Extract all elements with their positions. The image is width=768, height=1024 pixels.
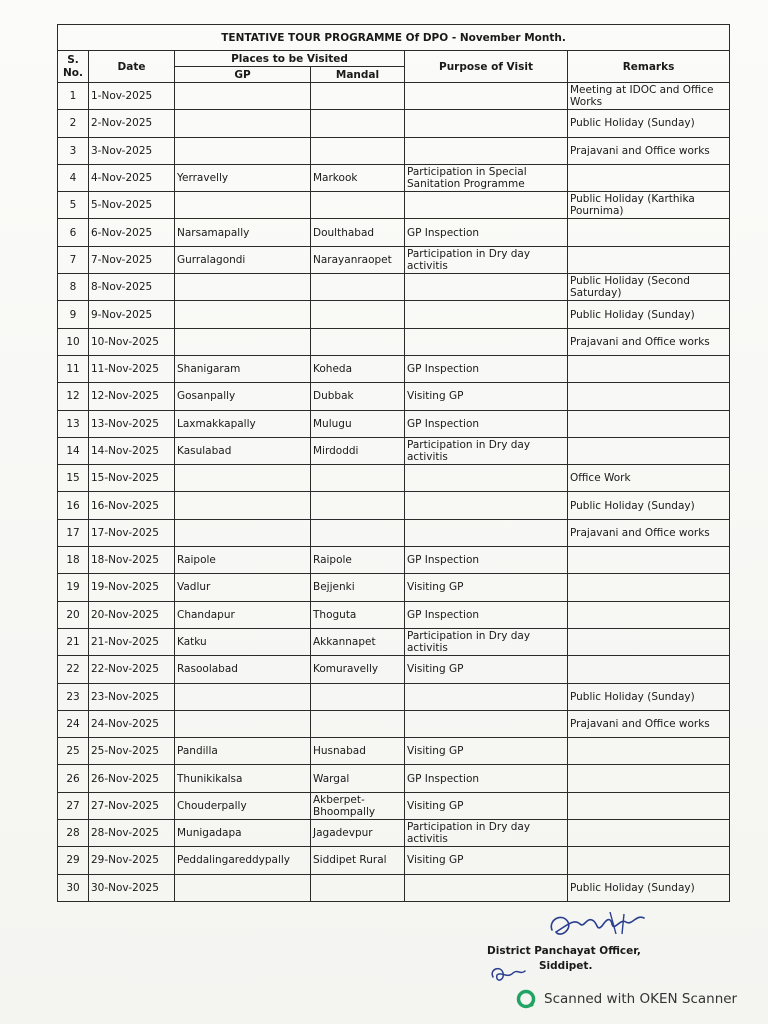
- header-sno: S. No.: [58, 51, 89, 83]
- cell-purpose: Visiting GP: [405, 792, 568, 819]
- cell-mandal: Wargal: [311, 765, 405, 792]
- cell-purpose: [405, 710, 568, 737]
- cell-remarks: Public Holiday (Sunday): [568, 874, 730, 901]
- cell-mandal: Thoguta: [311, 601, 405, 628]
- cell-mandal: Siddipet Rural: [311, 847, 405, 874]
- cell-sno: 6: [58, 219, 89, 246]
- cell-sno: 19: [58, 574, 89, 601]
- cell-purpose: GP Inspection: [405, 601, 568, 628]
- cell-sno: 30: [58, 874, 89, 901]
- cell-purpose: [405, 492, 568, 519]
- cell-sno: 12: [58, 383, 89, 410]
- cell-gp: Rasoolabad: [175, 656, 311, 683]
- cell-gp: [175, 519, 311, 546]
- table-row: [58, 355, 730, 382]
- cell-purpose: Visiting GP: [405, 847, 568, 874]
- table-row: [58, 274, 730, 301]
- cell-remarks: [568, 246, 730, 273]
- cell-date: 26-Nov-2025: [89, 765, 175, 792]
- cell-gp: [175, 683, 311, 710]
- cell-date: 8-Nov-2025: [89, 274, 175, 301]
- cell-date: 10-Nov-2025: [89, 328, 175, 355]
- header-purpose: Purpose of Visit: [405, 51, 568, 83]
- cell-sno: 14: [58, 437, 89, 464]
- cell-mandal: Akberpet-Bhoompally: [311, 792, 405, 819]
- table-row: [58, 219, 730, 246]
- cell-date: 3-Nov-2025: [89, 137, 175, 164]
- cell-purpose: Participation in Dry day activitis: [405, 246, 568, 273]
- cell-sno: 1: [58, 83, 89, 110]
- cell-remarks: [568, 792, 730, 819]
- cell-mandal: [311, 110, 405, 137]
- cell-purpose: Participation in Special Sanitation Programme: [405, 164, 568, 191]
- cell-sno: 18: [58, 547, 89, 574]
- table-row: [58, 137, 730, 164]
- cell-sno: 25: [58, 738, 89, 765]
- cell-date: 23-Nov-2025: [89, 683, 175, 710]
- cell-mandal: Dubbak: [311, 383, 405, 410]
- cell-gp: [175, 110, 311, 137]
- cell-date: 16-Nov-2025: [89, 492, 175, 519]
- header-places: Places to be Visited: [175, 51, 405, 67]
- cell-remarks: [568, 219, 730, 246]
- cell-mandal: [311, 274, 405, 301]
- cell-sno: 13: [58, 410, 89, 437]
- cell-mandal: Mirdoddi: [311, 437, 405, 464]
- cell-purpose: Visiting GP: [405, 738, 568, 765]
- cell-gp: [175, 465, 311, 492]
- cell-gp: Thunikikalsa: [175, 765, 311, 792]
- cell-sno: 22: [58, 656, 89, 683]
- cell-remarks: Prajavani and Office works: [568, 519, 730, 546]
- cell-gp: Munigadapa: [175, 820, 311, 847]
- cell-remarks: Prajavani and Office works: [568, 328, 730, 355]
- table-row: [58, 83, 730, 110]
- cell-purpose: GP Inspection: [405, 355, 568, 382]
- cell-date: 18-Nov-2025: [89, 547, 175, 574]
- cell-remarks: Public Holiday (Sunday): [568, 683, 730, 710]
- header-date: Date: [89, 51, 175, 83]
- cell-date: 15-Nov-2025: [89, 465, 175, 492]
- cell-sno: 11: [58, 355, 89, 382]
- cell-date: 9-Nov-2025: [89, 301, 175, 328]
- cell-purpose: [405, 274, 568, 301]
- cell-gp: Laxmakkapally: [175, 410, 311, 437]
- cell-sno: 8: [58, 274, 89, 301]
- cell-date: 30-Nov-2025: [89, 874, 175, 901]
- cell-mandal: [311, 328, 405, 355]
- cell-sno: 5: [58, 192, 89, 219]
- cell-date: 29-Nov-2025: [89, 847, 175, 874]
- table-row: [58, 328, 730, 355]
- table-row: [58, 465, 730, 492]
- cell-remarks: Meeting at IDOC and Office Works: [568, 83, 730, 110]
- cell-gp: [175, 301, 311, 328]
- cell-mandal: Koheda: [311, 355, 405, 382]
- cell-remarks: [568, 847, 730, 874]
- table-row: [58, 383, 730, 410]
- cell-date: 6-Nov-2025: [89, 219, 175, 246]
- cell-mandal: Raipole: [311, 547, 405, 574]
- cell-purpose: [405, 301, 568, 328]
- cell-date: 21-Nov-2025: [89, 628, 175, 655]
- cell-sno: 21: [58, 628, 89, 655]
- cell-sno: 20: [58, 601, 89, 628]
- cell-mandal: [311, 301, 405, 328]
- header-gp: GP: [175, 67, 311, 83]
- table-row: [58, 192, 730, 219]
- cell-remarks: [568, 410, 730, 437]
- table-row: [58, 246, 730, 273]
- table-row: [58, 410, 730, 437]
- cell-date: 11-Nov-2025: [89, 355, 175, 382]
- cell-mandal: [311, 465, 405, 492]
- cell-remarks: [568, 355, 730, 382]
- cell-date: 22-Nov-2025: [89, 656, 175, 683]
- cell-date: 28-Nov-2025: [89, 820, 175, 847]
- cell-purpose: Participation in Dry day activitis: [405, 628, 568, 655]
- cell-mandal: Komuravelly: [311, 656, 405, 683]
- table-row: [58, 628, 730, 655]
- table-row: [58, 874, 730, 901]
- handwritten-signature: [540, 904, 660, 946]
- cell-mandal: Akkannapet: [311, 628, 405, 655]
- cell-mandal: [311, 874, 405, 901]
- cell-date: 13-Nov-2025: [89, 410, 175, 437]
- cell-purpose: Visiting GP: [405, 383, 568, 410]
- cell-purpose: GP Inspection: [405, 547, 568, 574]
- cell-gp: Peddalingareddypally: [175, 847, 311, 874]
- cell-purpose: Visiting GP: [405, 574, 568, 601]
- cell-gp: Pandilla: [175, 738, 311, 765]
- table-row: [58, 437, 730, 464]
- cell-purpose: GP Inspection: [405, 765, 568, 792]
- scanner-logo-icon: [516, 989, 536, 1009]
- cell-mandal: [311, 192, 405, 219]
- cell-purpose: [405, 874, 568, 901]
- cell-sno: 23: [58, 683, 89, 710]
- cell-mandal: [311, 83, 405, 110]
- cell-date: 5-Nov-2025: [89, 192, 175, 219]
- cell-sno: 27: [58, 792, 89, 819]
- cell-remarks: [568, 383, 730, 410]
- cell-purpose: Participation in Dry day activitis: [405, 437, 568, 464]
- cell-remarks: [568, 601, 730, 628]
- cell-date: 1-Nov-2025: [89, 83, 175, 110]
- cell-sno: 9: [58, 301, 89, 328]
- cell-gp: Yerravelly: [175, 164, 311, 191]
- cell-mandal: Bejjenki: [311, 574, 405, 601]
- cell-mandal: [311, 492, 405, 519]
- cell-purpose: [405, 683, 568, 710]
- cell-date: 20-Nov-2025: [89, 601, 175, 628]
- cell-gp: [175, 874, 311, 901]
- tour-table-body: [58, 83, 730, 902]
- table-row: [58, 574, 730, 601]
- cell-purpose: [405, 328, 568, 355]
- cell-purpose: GP Inspection: [405, 410, 568, 437]
- cell-sno: 24: [58, 710, 89, 737]
- cell-gp: [175, 83, 311, 110]
- cell-purpose: [405, 519, 568, 546]
- cell-date: 25-Nov-2025: [89, 738, 175, 765]
- table-row: [58, 110, 730, 137]
- cell-date: 7-Nov-2025: [89, 246, 175, 273]
- header-remarks: Remarks: [568, 51, 730, 83]
- cell-gp: Raipole: [175, 547, 311, 574]
- table-row: [58, 820, 730, 847]
- cell-remarks: Public Holiday (Karthika Pournima): [568, 192, 730, 219]
- cell-mandal: Narayanraopet: [311, 246, 405, 273]
- cell-gp: [175, 328, 311, 355]
- cell-gp: Chouderpally: [175, 792, 311, 819]
- cell-remarks: [568, 437, 730, 464]
- cell-sno: 29: [58, 847, 89, 874]
- cell-purpose: GP Inspection: [405, 219, 568, 246]
- cell-sno: 10: [58, 328, 89, 355]
- cell-mandal: Doulthabad: [311, 219, 405, 246]
- table-row: [58, 656, 730, 683]
- header-mandal: Mandal: [311, 67, 405, 83]
- cell-gp: Vadlur: [175, 574, 311, 601]
- table-row: [58, 683, 730, 710]
- cell-sno: 15: [58, 465, 89, 492]
- cell-sno: 3: [58, 137, 89, 164]
- cell-gp: Shanigaram: [175, 355, 311, 382]
- cell-remarks: [568, 765, 730, 792]
- table-row: [58, 164, 730, 191]
- cell-date: 4-Nov-2025: [89, 164, 175, 191]
- cell-mandal: [311, 519, 405, 546]
- cell-purpose: [405, 192, 568, 219]
- cell-gp: [175, 492, 311, 519]
- cell-date: 27-Nov-2025: [89, 792, 175, 819]
- table-row: [58, 519, 730, 546]
- cell-sno: 26: [58, 765, 89, 792]
- cell-remarks: Public Holiday (Sunday): [568, 492, 730, 519]
- table-row: [58, 792, 730, 819]
- table-title: TENTATIVE TOUR PROGRAMME Of DPO - November Month.: [58, 25, 730, 51]
- cell-remarks: [568, 738, 730, 765]
- cell-remarks: Public Holiday (Sunday): [568, 110, 730, 137]
- cell-date: 17-Nov-2025: [89, 519, 175, 546]
- cell-purpose: [405, 137, 568, 164]
- cell-date: 2-Nov-2025: [89, 110, 175, 137]
- signatory-place: Siddipet.: [539, 960, 593, 972]
- scanner-label: Scanned with OKEN Scanner: [544, 991, 738, 1007]
- signatory-designation: District Panchayat Officer,: [487, 945, 641, 957]
- cell-sno: 17: [58, 519, 89, 546]
- cell-mandal: Husnabad: [311, 738, 405, 765]
- cell-remarks: Office Work: [568, 465, 730, 492]
- cell-mandal: [311, 137, 405, 164]
- cell-sno: 16: [58, 492, 89, 519]
- cell-purpose: Participation in Dry day activitis: [405, 820, 568, 847]
- cell-gp: [175, 710, 311, 737]
- cell-gp: Kasulabad: [175, 437, 311, 464]
- cell-remarks: [568, 656, 730, 683]
- cell-gp: Katku: [175, 628, 311, 655]
- handwritten-initials: [487, 961, 527, 985]
- cell-mandal: Jagadevpur: [311, 820, 405, 847]
- cell-gp: Gurralagondi: [175, 246, 311, 273]
- cell-sno: 28: [58, 820, 89, 847]
- cell-mandal: Markook: [311, 164, 405, 191]
- cell-remarks: Prajavani and Office works: [568, 137, 730, 164]
- cell-gp: [175, 137, 311, 164]
- table-row: [58, 765, 730, 792]
- cell-sno: 2: [58, 110, 89, 137]
- cell-sno: 4: [58, 164, 89, 191]
- table-row: [58, 601, 730, 628]
- cell-remarks: [568, 164, 730, 191]
- cell-gp: [175, 192, 311, 219]
- cell-purpose: Visiting GP: [405, 656, 568, 683]
- cell-remarks: Prajavani and Office works: [568, 710, 730, 737]
- cell-date: 24-Nov-2025: [89, 710, 175, 737]
- cell-mandal: [311, 683, 405, 710]
- cell-gp: Gosanpally: [175, 383, 311, 410]
- cell-purpose: [405, 465, 568, 492]
- cell-gp: [175, 274, 311, 301]
- cell-date: 14-Nov-2025: [89, 437, 175, 464]
- table-row: [58, 492, 730, 519]
- table-row: [58, 547, 730, 574]
- cell-mandal: [311, 710, 405, 737]
- cell-remarks: [568, 820, 730, 847]
- table-row: [58, 710, 730, 737]
- table-row: [58, 301, 730, 328]
- cell-remarks: Public Holiday (Second Saturday): [568, 274, 730, 301]
- cell-mandal: Mulugu: [311, 410, 405, 437]
- cell-remarks: Public Holiday (Sunday): [568, 301, 730, 328]
- cell-remarks: [568, 574, 730, 601]
- cell-gp: Narsamapally: [175, 219, 311, 246]
- cell-purpose: [405, 110, 568, 137]
- table-row: [58, 738, 730, 765]
- cell-date: 12-Nov-2025: [89, 383, 175, 410]
- cell-date: 19-Nov-2025: [89, 574, 175, 601]
- scanner-watermark: [516, 989, 737, 1009]
- table-row: [58, 847, 730, 874]
- cell-remarks: [568, 547, 730, 574]
- cell-remarks: [568, 628, 730, 655]
- tour-programme-table: [57, 24, 730, 902]
- cell-sno: 7: [58, 246, 89, 273]
- cell-purpose: [405, 83, 568, 110]
- cell-gp: Chandapur: [175, 601, 311, 628]
